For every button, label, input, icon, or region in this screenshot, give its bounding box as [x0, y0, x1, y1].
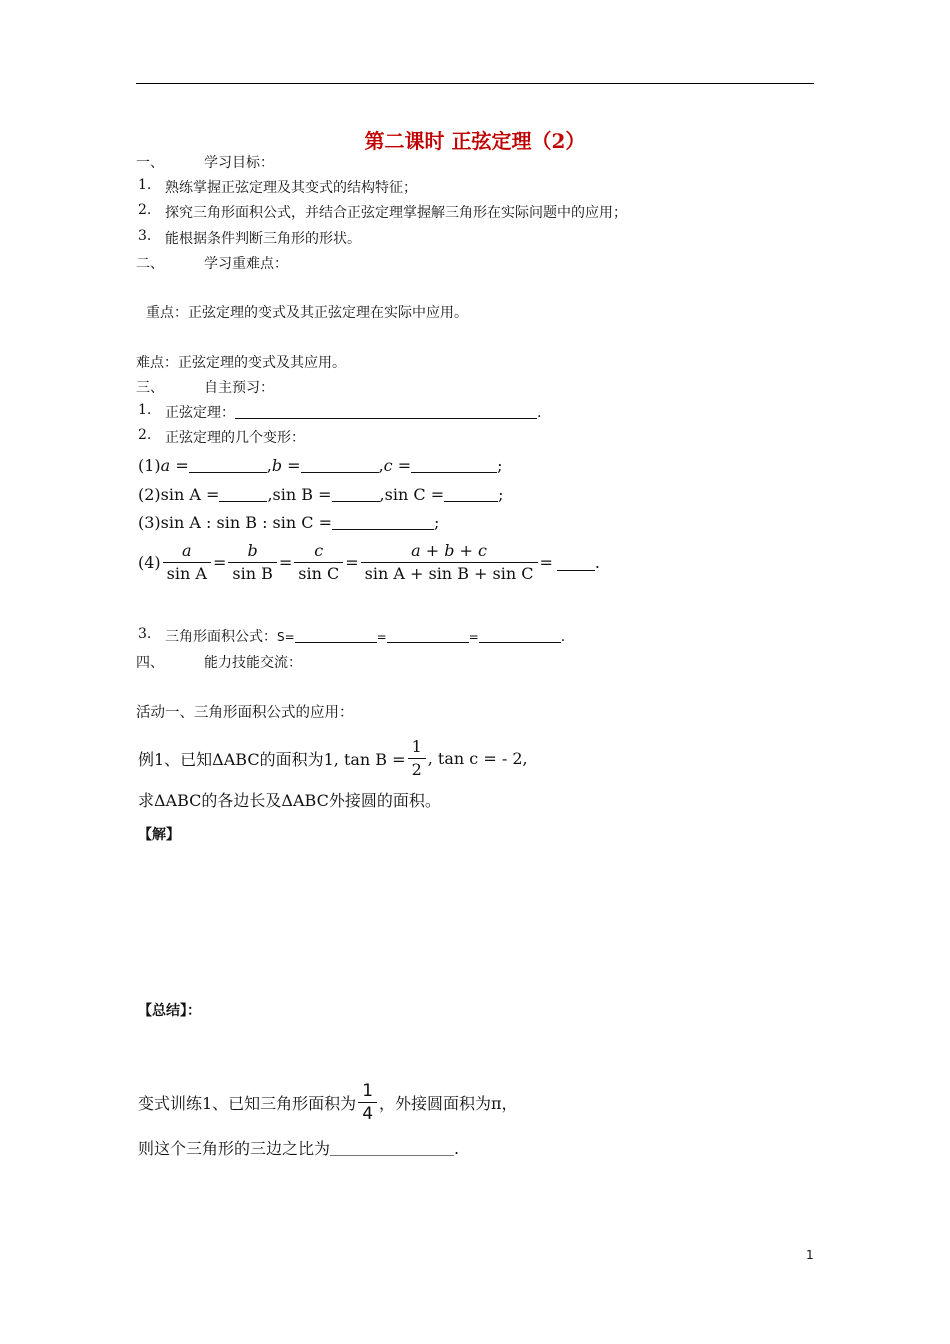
sin-a: sin A — [160, 485, 201, 504]
period: . — [560, 629, 566, 645]
period: . — [537, 405, 542, 421]
blank-sin-c — [444, 485, 498, 502]
var-a: a — [160, 456, 171, 475]
formula-4 — [138, 540, 600, 585]
comma: , — [378, 456, 384, 475]
example-1-line-1 — [138, 736, 528, 781]
semicolon: ; — [498, 485, 504, 504]
blank-side-ratio — [330, 1139, 454, 1156]
preview-3-text: 三角形面积公式： — [165, 629, 277, 645]
formula-1 — [138, 456, 503, 475]
fraction-sum — [361, 540, 538, 585]
fraction-a — [163, 540, 211, 585]
equals: = — [212, 553, 227, 572]
preview-3-number: 3. — [138, 626, 152, 642]
semicolon: ; — [434, 513, 440, 532]
denominator: 2 — [408, 758, 426, 781]
fraction-quarter — [358, 1080, 377, 1125]
sine-ratio: sin A : sin B : sin C — [160, 513, 314, 532]
example-text: , tan c = - 2, — [427, 749, 528, 768]
page-title: 第二课时 正弦定理（2） — [364, 129, 586, 153]
period: . — [594, 553, 600, 572]
preview-1-line — [165, 402, 541, 422]
variant-line-2 — [138, 1136, 459, 1159]
section-2-label: 学习重难点： — [204, 256, 288, 272]
numerator: 1 — [362, 1081, 374, 1101]
formula-label: (3) — [138, 513, 161, 532]
equals: = — [468, 630, 479, 644]
section-3-number: 三、 — [136, 380, 164, 396]
formula-label: (4) — [138, 553, 161, 572]
formula-label: (1) — [138, 456, 161, 475]
comma: , — [266, 456, 272, 475]
equals: = — [175, 456, 189, 475]
answer-blank — [235, 404, 537, 419]
goal-3-number: 3. — [138, 228, 152, 244]
sin-c: sin C — [384, 485, 426, 504]
section-2-number: 二、 — [136, 256, 164, 272]
variant-text: ，外接圆面积为π， — [379, 1094, 518, 1113]
blank-area-3 — [479, 628, 561, 643]
section-3-label: 自主预习： — [204, 380, 274, 396]
solution-label: 【解】 — [138, 827, 180, 843]
fraction-b — [228, 540, 276, 585]
numerator: c — [314, 541, 324, 560]
denominator: 4 — [358, 1102, 377, 1125]
preview-1-text: 正弦定理： — [165, 405, 235, 421]
goal-1-number: 1. — [138, 177, 152, 193]
blank-c — [411, 456, 497, 473]
period: . — [454, 1139, 460, 1158]
section-4-label: 能力技能交流： — [204, 655, 302, 671]
fraction-half — [408, 736, 426, 781]
formula-2 — [138, 485, 503, 504]
formula-3 — [138, 513, 439, 532]
page-number: 1 — [806, 1248, 814, 1262]
equals: = — [376, 630, 387, 644]
difficulty: 难点：正弦定理的变式及其应用。 — [136, 355, 346, 371]
var-b: b — [271, 456, 283, 475]
key-point: 重点：正弦定理的变式及其正弦定理在实际中应用。 — [146, 305, 468, 321]
blank-area-1 — [295, 628, 377, 643]
denominator: sin A — [163, 562, 211, 585]
equals: = — [318, 485, 332, 504]
goal-2: 探究三角形面积公式，并结合正弦定理掌握解三角形在实际问题中的应用； — [165, 205, 627, 221]
blank-a — [189, 456, 267, 473]
variant-line-1 — [138, 1080, 518, 1125]
preview-3-line — [165, 626, 565, 646]
blank-ratio-value — [557, 554, 595, 571]
area-s: S= — [277, 630, 295, 644]
denominator: sin B — [228, 562, 276, 585]
var-c: c — [383, 456, 393, 475]
preview-2-text: 正弦定理的几个变形： — [165, 430, 305, 446]
comma: , — [267, 485, 273, 504]
formula-label: (2) — [138, 485, 161, 504]
goal-1: 熟练掌握正弦定理及其变式的结构特征； — [165, 180, 417, 196]
example-text: 例1、已知ΔABC的面积为1, tan B = — [138, 750, 406, 769]
numerator: a + b + c — [411, 541, 488, 560]
equals: = — [539, 553, 553, 572]
goal-3: 能根据条件判断三角形的形状。 — [165, 231, 361, 247]
equals: = — [318, 513, 333, 532]
denominator: sin A + sin B + sin C — [361, 562, 538, 585]
numerator: a — [182, 541, 192, 560]
blank-ratio — [332, 513, 434, 530]
activity-heading: 活动一、三角形面积公式的应用： — [136, 705, 354, 721]
example-1-line-2: 求ΔABC的各边长及ΔABC外接圆的面积。 — [138, 791, 441, 810]
equals: = — [430, 485, 445, 504]
preview-1-number: 1. — [138, 402, 152, 418]
header-rule — [136, 83, 814, 84]
blank-sin-b — [332, 485, 380, 502]
section-4-number: 四、 — [136, 655, 164, 671]
equals: = — [206, 485, 220, 504]
equals: = — [278, 553, 293, 572]
fraction-c — [294, 540, 343, 585]
semicolon: ; — [497, 456, 503, 475]
equals: = — [345, 553, 359, 572]
section-1-number: 一、 — [136, 155, 164, 171]
denominator: sin C — [294, 562, 343, 585]
comma: , — [379, 485, 385, 504]
blank-b — [301, 456, 379, 473]
variant-text: 则这个三角形的三边之比为 — [138, 1139, 331, 1158]
variant-text: 变式训练1、已知三角形面积为 — [138, 1094, 357, 1113]
summary-label: 【总结】： — [138, 1003, 201, 1019]
preview-2-number: 2. — [138, 427, 152, 443]
sin-b: sin B — [272, 485, 314, 504]
equals: = — [287, 456, 301, 475]
section-1-label: 学习目标： — [204, 155, 274, 171]
goal-2-number: 2. — [138, 202, 152, 218]
numerator: b — [247, 541, 258, 560]
equals: = — [397, 456, 412, 475]
numerator: 1 — [411, 737, 422, 756]
blank-area-2 — [387, 628, 469, 643]
blank-sin-a — [219, 485, 267, 502]
